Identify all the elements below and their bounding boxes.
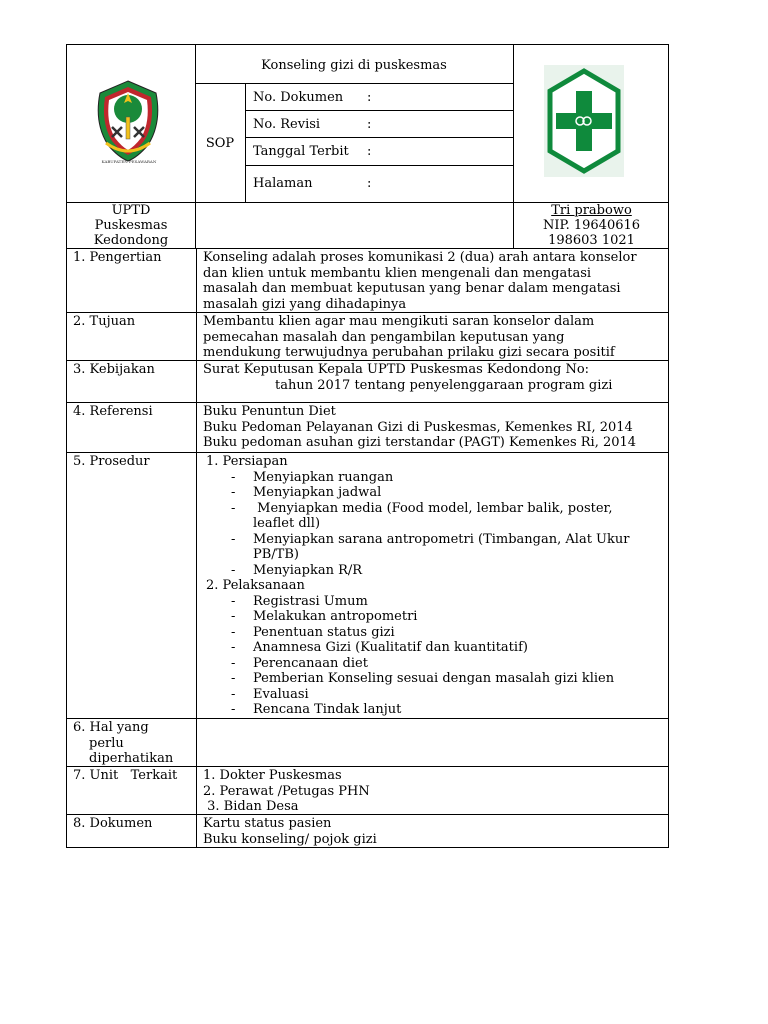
text-line: masalah dan membuat keputusan yang benar dalam mengatasi bbox=[203, 281, 621, 296]
pelaksanaan-list bbox=[203, 594, 629, 718]
row-content bbox=[203, 454, 629, 718]
head-nip-2: 198603 1021 bbox=[548, 233, 635, 248]
row-label: 7. Unit Terkait bbox=[73, 768, 178, 783]
text-line: Buku Penuntun Diet bbox=[203, 404, 336, 419]
list-item: - Melakukan antropometri bbox=[203, 609, 629, 625]
field-sep: : bbox=[367, 176, 372, 191]
row-dokumen bbox=[66, 815, 669, 848]
row-label: 4. Referensi bbox=[73, 404, 153, 419]
row-label: 8. Dokumen bbox=[73, 816, 153, 831]
row-hal-diperhatikan bbox=[66, 719, 669, 767]
field-sep: : bbox=[367, 90, 372, 105]
row-label: 3. Kebijakan bbox=[73, 362, 155, 377]
list-item: - Perencanaan diet bbox=[203, 656, 629, 672]
list-item: - Menyiapkan ruangan bbox=[203, 470, 629, 486]
head-name: Tri prabowo bbox=[551, 203, 632, 218]
row-pengertian bbox=[66, 249, 669, 313]
persiapan-list bbox=[203, 470, 629, 579]
label-line: 6. Hal yang bbox=[73, 720, 149, 735]
field-no-revisi: No. Revisi bbox=[253, 117, 321, 132]
text-line: tahun 2017 tentang penyelenggaraan program gizi bbox=[275, 377, 613, 393]
puskesmas-logo-icon bbox=[544, 65, 624, 177]
row-label bbox=[73, 720, 173, 767]
row-content bbox=[203, 768, 370, 815]
row-content bbox=[203, 362, 612, 393]
label-line: perlu bbox=[89, 735, 124, 751]
pesawaran-logo-icon bbox=[92, 79, 164, 163]
field-tanggal-terbit: Tanggal Terbit bbox=[253, 144, 349, 159]
logo-caption: KABUPATEN PESAWARAN bbox=[101, 159, 157, 164]
text-line: dan klien untuk membantu klien mengenali dan mengatasi bbox=[203, 265, 592, 281]
field-no-dokumen: No. Dokumen bbox=[253, 90, 344, 105]
text-line: Kartu status pasien bbox=[203, 816, 332, 831]
document-title: Konseling gizi di puskesmas bbox=[261, 58, 447, 73]
text-line: 1. Dokter Puskesmas bbox=[203, 768, 342, 783]
list-item: - Menyiapkan jadwal bbox=[203, 485, 629, 501]
text-line: Buku Pedoman Pelayanan Gizi di Puskesmas, Kemenkes RI, 2014 bbox=[203, 419, 633, 435]
org-line2: Puskesmas bbox=[94, 218, 168, 233]
list-item: - Pemberian Konseling sesuai dengan masalah gizi klien bbox=[203, 671, 629, 687]
org-row bbox=[66, 203, 669, 249]
text-line: masalah gizi yang dihadapinya bbox=[203, 296, 407, 312]
field-sep: : bbox=[367, 144, 372, 159]
row-label: 5. Prosedur bbox=[73, 454, 150, 469]
section-title: 2. Pelaksanaan bbox=[206, 578, 305, 593]
text-line: mendukung terwujudnya perubahan prilaku gizi secara positif bbox=[203, 345, 615, 360]
row-content bbox=[203, 250, 637, 312]
head-nip: NIP. 19640616 bbox=[542, 218, 641, 233]
org-line1: UPTD bbox=[111, 203, 151, 218]
text-line: pemecahan masalah dan pengambilan keputusan yang bbox=[203, 329, 565, 345]
list-item: - Rencana Tindak lanjut bbox=[203, 702, 629, 718]
row-referensi bbox=[66, 403, 669, 453]
row-label: 2. Tujuan bbox=[73, 314, 136, 329]
list-item: - Menyiapkan sarana antropometri (Timbangan, Alat Ukur PB/TB) bbox=[203, 532, 629, 563]
row-content bbox=[203, 816, 377, 847]
text-line: 3. Bidan Desa bbox=[203, 799, 299, 814]
text-line: Surat Keputusan Kepala UPTD Puskesmas Kedondong No: bbox=[203, 362, 590, 377]
sop-label: SOP bbox=[205, 136, 235, 151]
row-tujuan bbox=[66, 313, 669, 361]
header-table bbox=[66, 44, 669, 203]
list-item: - Menyiapkan R/R bbox=[203, 563, 629, 579]
row-content bbox=[203, 404, 636, 451]
label-line: diperhatikan bbox=[89, 751, 174, 766]
list-item: - Evaluasi bbox=[203, 687, 629, 703]
list-item: - Anamnesa Gizi (Kualitatif dan kuantitatif) bbox=[203, 640, 629, 656]
field-halaman: Halaman bbox=[253, 176, 313, 191]
list-item: - Penentuan status gizi bbox=[203, 625, 629, 641]
row-unit-terkait bbox=[66, 767, 669, 815]
text-line: Buku pedoman asuhan gizi terstandar (PAGT) Kemenkes Ri, 2014 bbox=[203, 435, 637, 450]
row-kebijakan bbox=[66, 361, 669, 403]
text-line: Konseling adalah proses komunikasi 2 (dua) arah antara konselor bbox=[203, 250, 637, 265]
list-item: - Registrasi Umum bbox=[203, 594, 629, 610]
text-line: Buku konseling/ pojok gizi bbox=[203, 831, 377, 847]
org-line3: Kedondong bbox=[93, 233, 169, 248]
section-title: 1. Persiapan bbox=[206, 454, 288, 469]
row-label: 1. Pengertian bbox=[73, 250, 162, 265]
field-sep: : bbox=[367, 117, 372, 132]
row-content bbox=[203, 314, 615, 361]
text-line: Membantu klien agar mau mengikuti saran konselor dalam bbox=[203, 314, 595, 329]
list-item: - Menyiapkan media (Food model, lembar balik, poster, leaflet dll) bbox=[203, 501, 629, 532]
text-line: 2. Perawat /Petugas PHN bbox=[203, 783, 370, 799]
row-prosedur bbox=[66, 453, 669, 719]
